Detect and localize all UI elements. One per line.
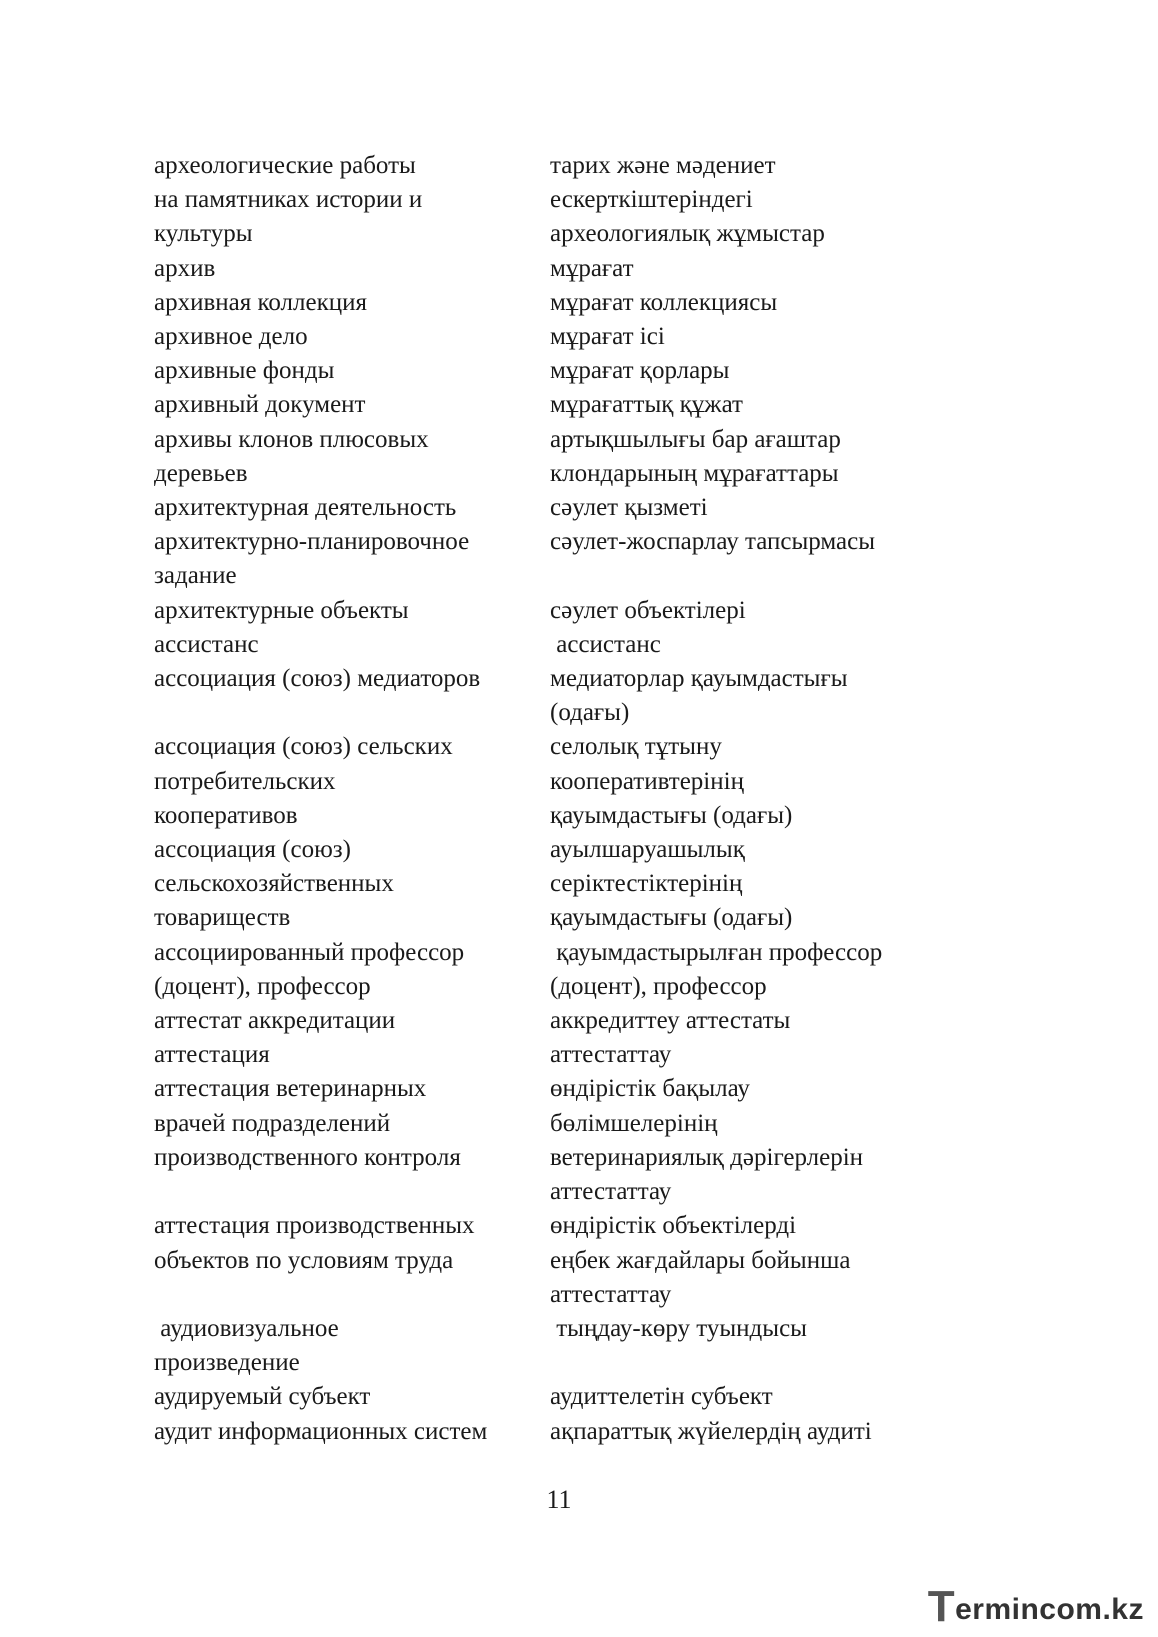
kazakh-term-line: артықшылығы бар ағаштар: [550, 425, 841, 453]
russian-term-line: производственного контроля: [154, 1143, 461, 1171]
russian-term-line: архивная коллекция: [154, 288, 368, 316]
russian-term-line: кооперативов: [154, 801, 298, 829]
russian-term: [154, 1072, 550, 1175]
kazakh-term: [550, 730, 954, 833]
glossary-entry: [154, 833, 954, 936]
russian-term-line: (доцент), профессор: [154, 972, 371, 1000]
kazakh-term: [550, 525, 954, 559]
kazakh-term-line: мұрағат ісі: [550, 323, 665, 351]
kazakh-term: [550, 1038, 954, 1072]
kazakh-term-line: тарих және мәдениет: [550, 152, 776, 179]
russian-term-line: архивный документ: [154, 391, 366, 419]
russian-term-line: задание: [154, 562, 237, 590]
glossary-entry: [154, 1380, 954, 1414]
kazakh-term: [550, 320, 954, 354]
glossary-entry: [154, 491, 954, 525]
watermark-text: ermincom.kz: [955, 1593, 1144, 1626]
russian-term: [154, 320, 550, 354]
russian-term-line: потребительских: [154, 767, 336, 795]
kazakh-term: [550, 423, 954, 491]
kazakh-term-line: аттестаттау: [550, 1178, 672, 1206]
russian-term-line: ассоциация (союз): [154, 836, 351, 864]
russian-term: [154, 628, 550, 662]
glossary-entry: [154, 628, 954, 662]
kazakh-term: [550, 252, 954, 286]
kazakh-term-line: өндірістік объектілерді: [550, 1212, 797, 1240]
kazakh-term-line: өндірістік бақылау: [550, 1075, 750, 1103]
kazakh-term: [550, 833, 954, 936]
kazakh-term-line: ветеринариялық дәрігерлерін: [550, 1143, 864, 1171]
kazakh-term-line: аттестаттау: [550, 1280, 672, 1308]
glossary-entry: [154, 1209, 954, 1312]
kazakh-term-line: селолық тұтыну: [550, 733, 722, 761]
russian-term: [154, 594, 550, 628]
russian-term-line: ассоциация (союз) сельских: [154, 733, 453, 761]
russian-term-line: архив: [154, 254, 216, 282]
kazakh-term-line: (доцент), профессор: [550, 972, 767, 1000]
russian-term: [154, 833, 550, 936]
russian-term-line: ассоциация (союз) медиаторов: [154, 665, 481, 693]
kazakh-term-line: аккредиттеу аттестаты: [550, 1007, 791, 1035]
glossary-entry: [154, 286, 954, 320]
russian-term-line: товариществ: [154, 904, 291, 932]
glossary-entry: [154, 730, 954, 833]
kazakh-term-line: археологиялық жұмыстар: [550, 220, 825, 248]
kazakh-term: [550, 594, 954, 628]
russian-term: [154, 662, 550, 696]
kazakh-term-line: еңбек жағдайлары бойынша: [550, 1246, 851, 1274]
russian-term-line: архивные фонды: [154, 357, 335, 385]
kazakh-term: [550, 936, 954, 1004]
russian-term-line: архитектурные объекты: [154, 596, 409, 624]
kazakh-term: [550, 388, 954, 422]
russian-term-line: объектов по условиям труда: [154, 1246, 454, 1274]
glossary-entry: [154, 423, 954, 491]
kazakh-term-line: ескерткіштеріндегі: [550, 186, 753, 214]
kazakh-term-line: ассистанс: [550, 630, 661, 658]
glossary-entry: [154, 1415, 954, 1449]
glossary-entry: [154, 936, 954, 1004]
russian-term-line: аттестат аккредитации: [154, 1007, 396, 1035]
kazakh-term: [550, 1072, 954, 1209]
termincom-watermark-logo: [927, 1582, 1144, 1631]
kazakh-term-line: сәулет қызметі: [550, 494, 708, 522]
kazakh-term-line: бөлімшелерінің: [550, 1109, 718, 1137]
kazakh-term-line: мұрағат: [550, 254, 634, 282]
kazakh-term: [550, 1209, 954, 1312]
kazakh-term: [550, 1380, 954, 1414]
russian-term-line: ассоциированный профессор: [154, 938, 465, 966]
russian-term: [154, 149, 550, 252]
russian-term: [154, 491, 550, 525]
kazakh-term: [550, 149, 954, 252]
glossary-entry: [154, 1312, 954, 1380]
russian-term-line: произведение: [154, 1349, 300, 1377]
russian-term: [154, 1004, 550, 1038]
russian-term-line: архитектурная деятельность: [154, 494, 457, 522]
russian-term: [154, 730, 550, 833]
glossary-entry: [154, 320, 954, 354]
kazakh-term: [550, 491, 954, 525]
kazakh-term-line: кооперативтерінің: [550, 767, 744, 795]
kazakh-term-line: ақпараттық жүйелердің аудиті: [550, 1417, 872, 1445]
glossary-entry: [154, 1038, 954, 1072]
kazakh-term-line: тыңдау-көру туындысы: [550, 1314, 807, 1342]
russian-term-line: архивное дело: [154, 323, 308, 351]
kazakh-term-line: сәулет объектілері: [550, 596, 746, 624]
russian-term-line: аттестация ветеринарных: [154, 1075, 427, 1103]
russian-term-line: архитектурно-планировочное: [154, 528, 470, 556]
kazakh-term-line: мұрағаттық құжат: [550, 391, 743, 419]
kazakh-term: [550, 1004, 954, 1038]
kazakh-term-line: мұрағат қорлары: [550, 357, 730, 385]
russian-term-line: культуры: [154, 220, 253, 248]
russian-term: [154, 1415, 550, 1449]
russian-term-line: археологические работы: [154, 152, 416, 179]
russian-term: [154, 354, 550, 388]
russian-term: [154, 286, 550, 320]
kazakh-term-line: мұрағат коллекциясы: [550, 288, 778, 316]
russian-term: [154, 1312, 550, 1380]
russian-term-line: ассистанс: [154, 630, 259, 658]
kazakh-term-line: (одағы): [550, 699, 630, 727]
russian-term-line: аттестация производственных: [154, 1212, 475, 1240]
kazakh-term-line: медиаторлар қауымдастығы: [550, 665, 848, 693]
russian-term-line: аудиовизуальное: [154, 1314, 339, 1342]
russian-term: [154, 1038, 550, 1072]
kazakh-term-line: қауымдастырылған профессор: [550, 938, 883, 966]
glossary-entry: [154, 252, 954, 286]
kazakh-term-line: клондарының мұрағаттары: [550, 459, 839, 487]
glossary-entry: [154, 354, 954, 388]
glossary-entry: [154, 1004, 954, 1038]
kazakh-term: [550, 1312, 954, 1346]
russian-term: [154, 1209, 550, 1277]
russian-term: [154, 525, 550, 593]
kazakh-term: [550, 662, 954, 730]
kazakh-term: [550, 354, 954, 388]
russian-term: [154, 252, 550, 286]
russian-term: [154, 388, 550, 422]
russian-term: [154, 1380, 550, 1414]
kazakh-term-line: серіктестіктерінің: [550, 870, 743, 898]
russian-term: [154, 936, 550, 1004]
russian-term-line: аудируемый субъект: [154, 1383, 371, 1411]
kazakh-term-line: қауымдастығы (одағы): [550, 801, 793, 829]
glossary-entry: [154, 662, 954, 730]
kazakh-term-line: сәулет-жоспарлау тапсырмасы: [550, 528, 876, 556]
kazakh-term: [550, 1415, 954, 1449]
kazakh-term: [550, 628, 954, 662]
watermark-initial: T: [927, 1582, 956, 1631]
kazakh-term-line: қауымдастығы (одағы): [550, 904, 793, 932]
glossary-entry: [154, 525, 954, 593]
kazakh-term-line: аттестаттау: [550, 1041, 672, 1069]
russian-term-line: сельскохозяйственных: [154, 870, 394, 898]
kazakh-term-line: аудиттелетін субъект: [550, 1383, 773, 1411]
russian-term-line: архивы клонов плюсовых: [154, 425, 429, 453]
russian-term-line: аттестация: [154, 1041, 270, 1069]
kazakh-term-line: ауылшаруашылық: [550, 836, 745, 864]
glossary-entry: [154, 149, 954, 252]
kazakh-term: [550, 286, 954, 320]
glossary-entry: [154, 1072, 954, 1209]
page-number: 11: [546, 1485, 572, 1514]
glossary-entries: [154, 149, 954, 1449]
russian-term: [154, 423, 550, 491]
russian-term-line: на памятниках истории и: [154, 186, 423, 214]
russian-term-line: аудит информационных систем: [154, 1417, 488, 1445]
glossary-entry: [154, 388, 954, 422]
glossary-entry: [154, 594, 954, 628]
russian-term-line: деревьев: [154, 459, 248, 487]
russian-term-line: врачей подразделений: [154, 1109, 391, 1137]
